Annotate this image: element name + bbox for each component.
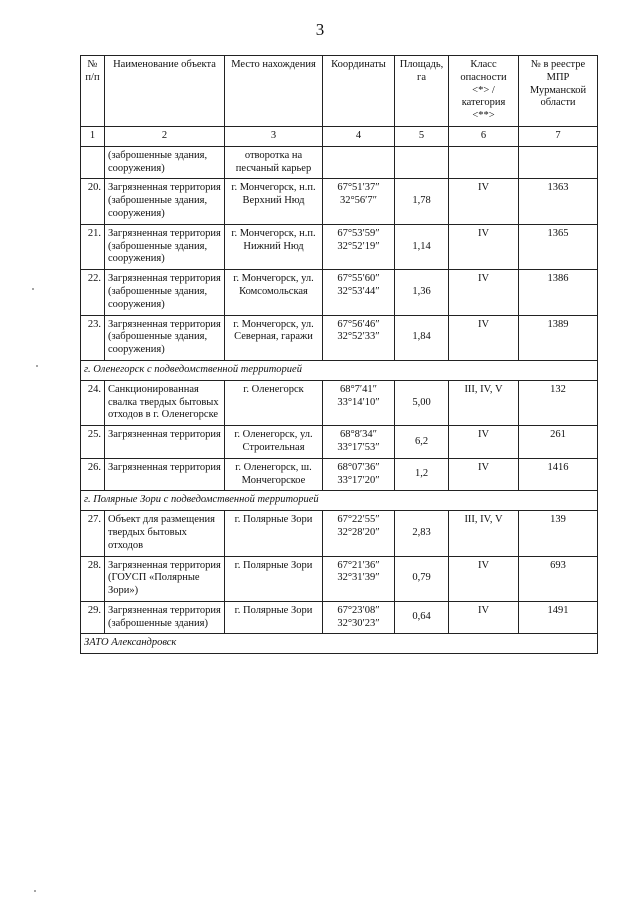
cell-area: 2,83 (395, 511, 449, 556)
header-cell-registry: № в реестре МПР Мурманской области (519, 56, 598, 127)
cell-hazard-class: IV (449, 458, 519, 491)
cell-registry-number: 693 (519, 556, 598, 601)
cell-registry-number: 1363 (519, 179, 598, 224)
cell-hazard-class: III, IV, V (449, 380, 519, 425)
cell-location: г. Полярные Зори (225, 511, 323, 556)
section-row (81, 491, 598, 511)
latitude: 67°53′59″ (337, 227, 380, 239)
cell-registry-number: 1389 (519, 315, 598, 360)
header-cell-num: № п/п (81, 56, 105, 127)
longitude: 32°53′44″ (337, 285, 380, 297)
scan-speck (36, 365, 38, 367)
cell-area (395, 146, 449, 179)
cell-registry-number (519, 146, 598, 179)
cell-hazard-class: IV (449, 224, 519, 269)
cell-location: г. Мончегорск, н.п. Нижний Нюд (225, 224, 323, 269)
column-number-row (81, 126, 598, 146)
page-number: 3 (315, 20, 325, 39)
latitude: 67°55′60″ (337, 273, 380, 285)
cell-object-name: Санкционированная свалка твердых бытовых отходов в г. Оленегорске (105, 380, 225, 425)
table-row (81, 315, 598, 360)
cell-number: 23. (81, 315, 105, 360)
latitude: 67°22′55″ (337, 514, 380, 526)
latitude: 68°8′34″ (339, 429, 378, 441)
cell-coordinates (323, 556, 395, 601)
cell-coordinates (323, 270, 395, 315)
cell-number: 25. (81, 426, 105, 459)
cell-hazard-class: IV (449, 179, 519, 224)
cell-number: 29. (81, 601, 105, 634)
latitude: 67°56′46″ (337, 318, 380, 330)
latitude: 67°51′37″ (337, 182, 380, 194)
cell-object-name: Загрязненная территория (заброшенные здания) (105, 601, 225, 634)
cell-area: 1,14 (395, 224, 449, 269)
cell-registry-number: 1491 (519, 601, 598, 634)
cell-coordinates (323, 380, 395, 425)
longitude: 32°30′23″ (337, 617, 380, 629)
cell-number: 26. (81, 458, 105, 491)
scan-speck (32, 288, 34, 290)
longitude: 32°52′19″ (337, 240, 380, 252)
cell-object-name: (заброшенные здания, сооружения) (105, 146, 225, 179)
cell-area: 1,78 (395, 179, 449, 224)
longitude: 32°56′7″ (339, 195, 378, 207)
cell-number: 28. (81, 556, 105, 601)
cell-object-name: Загрязненная территория (заброшенные здания, сооружения) (105, 224, 225, 269)
cell-coordinates (323, 146, 395, 179)
cell-hazard-class: IV (449, 601, 519, 634)
table-row (81, 146, 598, 179)
cell-coordinates (323, 601, 395, 634)
cell-object-name: Загрязненная территория (заброшенные здания, сооружения) (105, 270, 225, 315)
table-row (81, 380, 598, 425)
header-cell-area: Площадь, га (395, 56, 449, 127)
table-row (81, 511, 598, 556)
latitude: 68°7′41″ (339, 383, 378, 395)
cell-registry-number: 132 (519, 380, 598, 425)
longitude: 33°17′20″ (337, 474, 380, 486)
header-cell-hazard-class: Класс опасности <*> / категория <**> (449, 56, 519, 127)
table-row (81, 270, 598, 315)
cell-number (81, 146, 105, 179)
cell-coordinates (323, 315, 395, 360)
section-row (81, 634, 598, 654)
longitude: 33°14′10″ (337, 396, 380, 408)
cell-location: г. Полярные Зори (225, 556, 323, 601)
cell-object-name: Объект для размещения твердых бытовых отходов (105, 511, 225, 556)
section-title: г. Оленегорск с подведомственной территорией (81, 360, 598, 380)
column-number: 4 (323, 126, 395, 146)
column-number: 6 (449, 126, 519, 146)
cell-coordinates (323, 224, 395, 269)
table-row (81, 458, 598, 491)
cell-object-name: Загрязненная территория (ГОУСП «Полярные Зори») (105, 556, 225, 601)
cell-registry-number: 1416 (519, 458, 598, 491)
column-number: 7 (519, 126, 598, 146)
section-row (81, 360, 598, 380)
cell-hazard-class: IV (449, 556, 519, 601)
cell-hazard-class: IV (449, 426, 519, 459)
cell-area: 1,2 (395, 458, 449, 491)
cell-registry-number: 261 (519, 426, 598, 459)
longitude: 32°52′33″ (337, 331, 380, 343)
longitude: 33°17′53″ (337, 441, 380, 453)
latitude: 67°23′08″ (337, 604, 380, 616)
cell-number: 20. (81, 179, 105, 224)
cell-coordinates (323, 179, 395, 224)
longitude: 32°28′20″ (337, 526, 380, 538)
latitude: 67°21′36″ (337, 559, 380, 571)
cell-number: 24. (81, 380, 105, 425)
header-cell-location: Место нахождения (225, 56, 323, 127)
table-row (81, 426, 598, 459)
table-row (81, 556, 598, 601)
cell-object-name: Загрязненная территория (заброшенные здания, сооружения) (105, 315, 225, 360)
contaminated-sites-table (80, 55, 598, 654)
table-row (81, 224, 598, 269)
cell-registry-number: 1365 (519, 224, 598, 269)
table-row (81, 601, 598, 634)
scan-speck (34, 890, 36, 892)
cell-object-name: Загрязненная территория (105, 426, 225, 459)
section-title: ЗАТО Александровск (81, 634, 598, 654)
table-body (81, 146, 598, 654)
cell-location: г. Оленегорск, ул. Строительная (225, 426, 323, 459)
cell-coordinates (323, 511, 395, 556)
column-number: 2 (105, 126, 225, 146)
longitude: 32°31′39″ (337, 572, 380, 584)
cell-location: отворотка на песчаный карьер (225, 146, 323, 179)
cell-hazard-class (449, 146, 519, 179)
cell-area: 6,2 (395, 426, 449, 459)
cell-location: г. Мончегорск, ул. Комсомольская (225, 270, 323, 315)
cell-object-name: Загрязненная территория (105, 458, 225, 491)
cell-number: 27. (81, 511, 105, 556)
cell-coordinates (323, 458, 395, 491)
cell-hazard-class: IV (449, 270, 519, 315)
column-number: 5 (395, 126, 449, 146)
cell-location: г. Полярные Зори (225, 601, 323, 634)
column-number: 1 (81, 126, 105, 146)
column-number: 3 (225, 126, 323, 146)
cell-location: г. Оленегорск, ш. Мончегорское (225, 458, 323, 491)
section-title: г. Полярные Зори с подведомственной территорией (81, 491, 598, 511)
cell-location: г. Мончегорск, н.п. Верхний Нюд (225, 179, 323, 224)
cell-number: 21. (81, 224, 105, 269)
cell-area: 1,84 (395, 315, 449, 360)
cell-area: 0,79 (395, 556, 449, 601)
cell-number: 22. (81, 270, 105, 315)
cell-hazard-class: IV (449, 315, 519, 360)
header-cell-name: Наименование объекта (105, 56, 225, 127)
cell-area: 1,36 (395, 270, 449, 315)
cell-location: г. Мончегорск, ул. Северная, гаражи (225, 315, 323, 360)
cell-coordinates (323, 426, 395, 459)
header-cell-coordinates: Координаты (323, 56, 395, 127)
cell-area: 5,00 (395, 380, 449, 425)
cell-location: г. Оленегорск (225, 380, 323, 425)
cell-object-name: Загрязненная территория (заброшенные здания, сооружения) (105, 179, 225, 224)
table-row (81, 179, 598, 224)
cell-registry-number: 1386 (519, 270, 598, 315)
cell-registry-number: 139 (519, 511, 598, 556)
cell-area: 0,64 (395, 601, 449, 634)
header-row (81, 56, 598, 127)
latitude: 68°07′36″ (337, 461, 380, 473)
cell-hazard-class: III, IV, V (449, 511, 519, 556)
